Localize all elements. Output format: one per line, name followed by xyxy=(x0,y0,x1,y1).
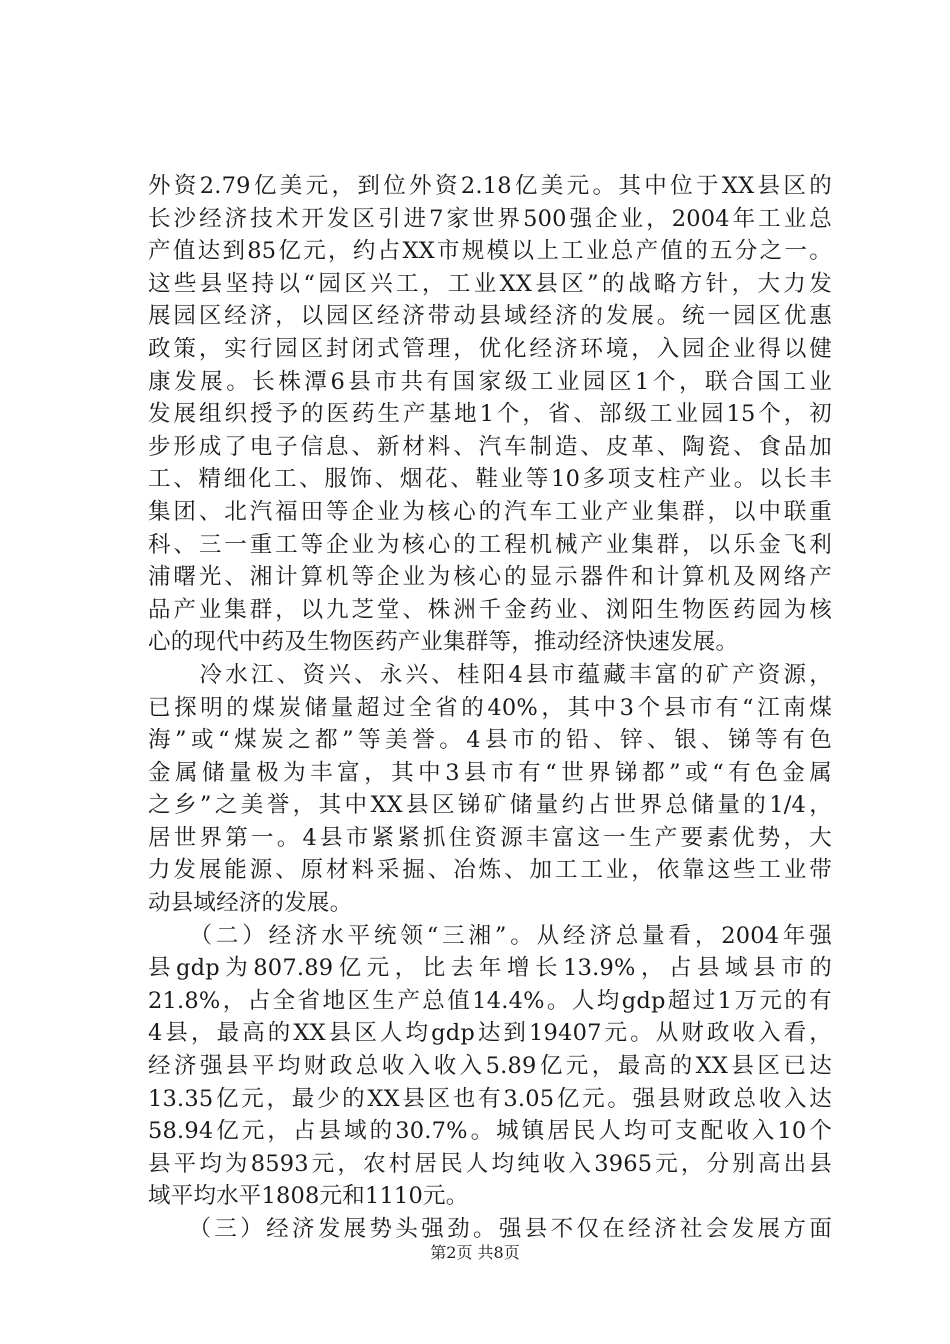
text-line: 已探明的煤炭储量超过全省的40%，其中3个县市有“江南煤 xyxy=(148,694,832,721)
text-line: （三）经济发展势头强劲。强县不仅在经济社会发展方面 xyxy=(148,1216,832,1242)
text-line: 这些县坚持以“园区兴工，工业XX县区”的战略方针，大力发 xyxy=(148,270,832,297)
body-text xyxy=(148,170,832,1246)
text-line: 县平均为8593元，农村居民人均纯收入3965元，分别高出县 xyxy=(148,1150,832,1177)
text-line: （二）经济水平统领“三湘”。从经济总量看，2004年强 xyxy=(148,922,832,949)
text-line: 浦曙光、湘计算机等企业为核心的显示器件和计算机及网络产 xyxy=(148,564,832,591)
text-line: 13.35亿元，最少的XX县区也有3.05亿元。强县财政总收入达 xyxy=(148,1085,832,1112)
text-line: 产值达到85亿元，约占XX市规模以上工业总产值的五分之一。 xyxy=(148,238,832,265)
text-line: 之乡”之美誉，其中XX县区锑矿储量约占世界总储量的1/4， xyxy=(148,792,832,819)
text-line: 步形成了电子信息、新材料、汽车制造、皮革、陶瓷、食品加 xyxy=(148,433,832,460)
text-line: 金属储量极为丰富，其中3县市有“世界锑都”或“有色金属 xyxy=(148,759,832,786)
text-line: 冷水江、资兴、永兴、桂阳4县市蕴藏丰富的矿产资源， xyxy=(148,661,832,688)
text-line: 展园区经济，以园区经济带动县域经济的发展。统一园区优惠 xyxy=(148,303,832,330)
text-line: 集团、北汽福田等企业为核心的汽车工业产业集群，以中联重 xyxy=(148,498,832,525)
text-line: 工、精细化工、服饰、烟花、鞋业等10多项支柱产业。以长丰 xyxy=(148,466,832,493)
text-line: 外资2.79亿美元，到位外资2.18亿美元。其中位于XX县区的 xyxy=(148,173,832,199)
text-line: 政策，实行园区封闭式管理，优化经济环境，入园企业得以健 xyxy=(148,335,832,362)
text-line: 心的现代中药及生物医药产业集群等，推动经济快速发展。 xyxy=(148,629,739,656)
text-line: 居世界第一。4县市紧紧抓住资源丰富这一生产要素优势，大 xyxy=(148,824,832,851)
text-line: 域平均水平1808元和1110元。 xyxy=(148,1183,469,1210)
text-line: 21.8%，占全省地区生产总值14.4%。人均gdp超过1万元的有 xyxy=(148,987,832,1014)
text-line: 品产业集群，以九芝堂、株洲千金药业、浏阳生物医药园为核 xyxy=(148,596,832,623)
text-line: 经济强县平均财政总收入收入5.89亿元，最高的XX县区已达 xyxy=(148,1053,832,1080)
text-line: 发展组织授予的医药生产基地1个，省、部级工业园15个，初 xyxy=(148,401,832,428)
text-line: 县gdp为807.89亿元，比去年增长13.9%，占县域县市的 xyxy=(148,955,832,982)
text-line: 科、三一重工等企业为核心的工程机械产业集群，以乐金飞利 xyxy=(148,531,832,558)
text-line: 4县，最高的XX县区人均gdp达到19407元。从财政收入看， xyxy=(148,1020,832,1047)
text-line: 长沙经济技术开发区引进7家世界500强企业，2004年工业总 xyxy=(148,205,832,232)
text-line: 海”或“煤炭之都”等美誉。4县市的铅、锌、银、锑等有色 xyxy=(148,727,832,754)
text-line: 动县域经济的发展。 xyxy=(148,890,353,917)
text-line: 58.94亿元，占县域的30.7%。城镇居民人均可支配收入10个 xyxy=(148,1118,832,1145)
page-footer: 第2页 共8页 xyxy=(430,1243,520,1262)
text-line: 力发展能源、原材料采掘、冶炼、加工工业，依靠这些工业带 xyxy=(148,857,832,884)
text-line: 康发展。长株潭6县市共有国家级工业园区1个，联合国工业 xyxy=(148,368,832,395)
